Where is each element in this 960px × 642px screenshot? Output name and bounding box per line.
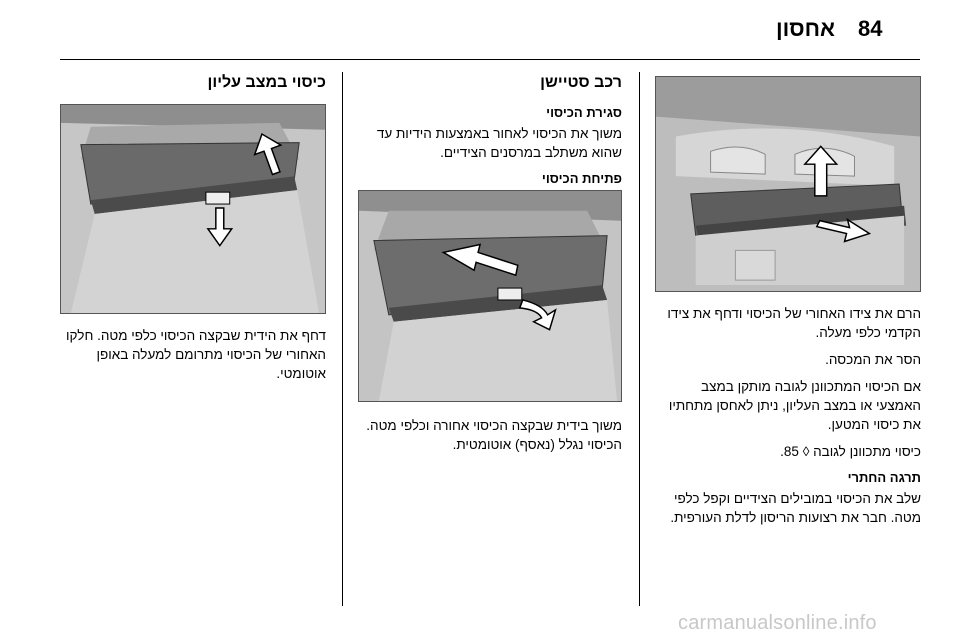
cargo-photo-svg xyxy=(359,191,621,401)
section-title-upper-position: כיסוי במצב עליון xyxy=(207,74,326,91)
instruction-store-cover: אם הכיסוי המתכוונן לגובה מותקן במצב האמצעי או במצב העליון, ניתן לאחסן מתחתיו את כיסוי המטען. xyxy=(668,379,921,432)
closing-subtitle: סגירת הכיסוי xyxy=(546,105,622,120)
header-rule xyxy=(60,59,920,60)
storage-subtitle: תרגה החתרי xyxy=(847,470,921,485)
running-title: אחסון xyxy=(775,16,835,41)
column-left xyxy=(60,72,326,391)
page-number: 84 xyxy=(858,16,883,41)
opening-subtitle: פתיחת הכיסוי xyxy=(541,171,622,186)
upper-position-text: דחף את הידית שבקצה הכיסוי כלפי מטה. חלקו האחורי של הכיסוי מתרומם למעלה באופן אוטומטי. xyxy=(65,328,326,381)
page-header xyxy=(0,0,960,60)
cargo-cover-removal-illustration xyxy=(655,76,921,292)
watermark: carmanualsonline.info xyxy=(678,612,877,634)
cargo-photo-svg xyxy=(61,105,325,313)
instruction-remove-cover: הסר את המכסה. xyxy=(825,352,921,367)
column-divider xyxy=(639,72,640,606)
storage-text: שלב את הכיסוי במובילים הצידיים וקפל כלפי מטה. חבר את רצועות הריסון לדלת העורפית. xyxy=(670,491,921,525)
column-divider xyxy=(342,72,343,606)
opening-text: משוך בידית שבקצה הכיסוי אחורה וכלפי מטה. הכיסוי נגלל (נאסף) אוטומטית. xyxy=(366,418,622,452)
column-middle xyxy=(358,72,622,462)
closing-text: משוך את הכיסוי לאחור באמצעות הידיות עד שהוא משתלב במרסנים הצידיים. xyxy=(376,126,622,160)
cargo-cover-upper-position-illustration xyxy=(60,104,326,314)
cargo-cover-opening-illustration xyxy=(358,190,622,402)
instruction-raise-cover: הרם את צידו האחורי של הכיסוי ודחף את צידו הקדמי כלפי מעלה. xyxy=(667,306,921,340)
section-title-station-wagon: רכב סטיישן xyxy=(540,74,622,91)
column-right xyxy=(655,72,921,535)
cross-reference[interactable]: כיסוי מתכוונן לגובה ◊ 85. xyxy=(780,444,921,459)
cargo-photo-svg xyxy=(656,77,920,291)
